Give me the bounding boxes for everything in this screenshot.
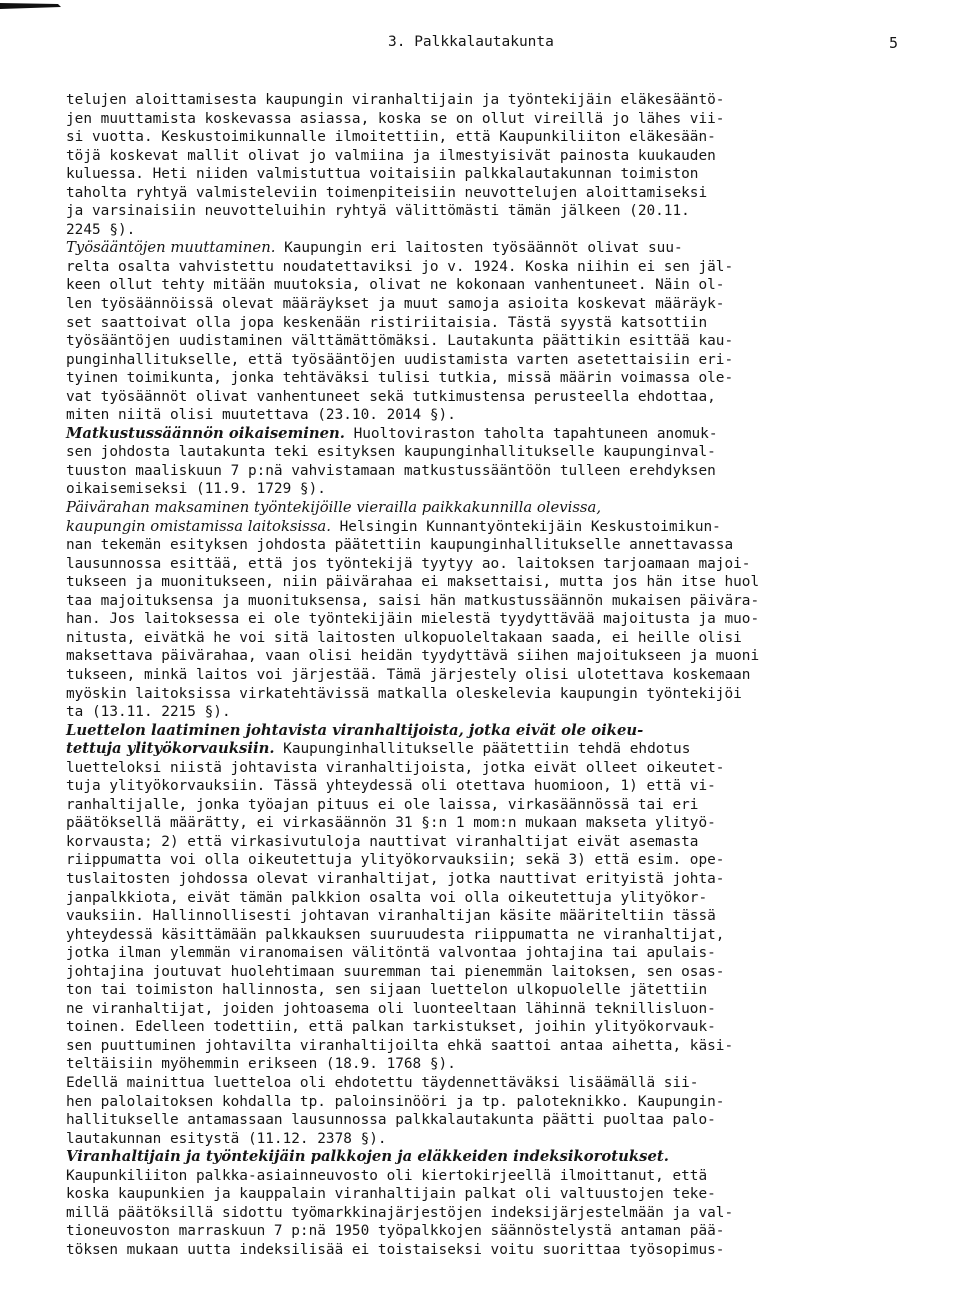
text-line: [66, 462, 950, 481]
text-line: [66, 499, 950, 518]
text-line: [66, 740, 950, 759]
text-line: [66, 425, 950, 444]
text-line: [66, 1074, 950, 1093]
section-heading: Matkustussäännön oikaiseminen.: [66, 424, 345, 442]
text-line: [66, 1167, 950, 1186]
text-run: ranhaltijalle, jonka työajan pituus ei ole laissa, virkasäännössä tai eri: [66, 796, 699, 813]
text-run: relta osalta vahvistettu noudatettaviksi jo v. 1924. Koska niihin ei sen jäl-: [66, 258, 734, 275]
text-run: sen puuttuminen johtavilta viranhaltijoilta ehkä saattoi antaa aihetta, käsi-: [66, 1037, 734, 1054]
text-line: [66, 128, 950, 147]
text-run: hallitukselle antamassaan lausunnossa palkkalautakunta päätti puoltaa palo-: [66, 1112, 716, 1129]
text-line: [66, 1148, 950, 1167]
section-heading: kaupungin omistamissa laitoksissa.: [66, 517, 331, 535]
text-run: Edellä mainittua luetteloa oli ehdotettu täydennettäväksi lisäämällä sii-: [66, 1074, 699, 1091]
text-run: koska kaupunkien ja kauppalain viranhaltijain palkat oli valtuustojen teke-: [66, 1186, 716, 1203]
text-line: [66, 1204, 950, 1223]
text-run: Kaupunginhallitukselle päätettiin tehdä ehdotus: [274, 741, 691, 758]
text-run: nitusta, eivätkä he voi sitä laitosten ulkopuoleltakaan saada, ei heille olisi: [66, 629, 742, 646]
text-run: jen muuttamista koskevassa asiassa, koska se on ollut vireillä jo lähes vii-: [66, 110, 725, 127]
text-line: [66, 388, 950, 407]
text-line: [66, 295, 950, 314]
text-line: [66, 610, 950, 629]
page-number: 5: [888, 34, 898, 52]
text-line: [66, 1018, 950, 1037]
text-run: töksen mukaan uutta indeksilisää ei toistaiseksi voitu suorittaa työsopimus-: [66, 1241, 725, 1258]
text-run: luetteloksi niistä johtavista viranhaltijoista, jotka eivät olleet oikeutet-: [66, 759, 725, 776]
text-run: sen johdosta lautakunta teki esityksen kaupunginhallitukselle kaupunginval-: [66, 444, 716, 461]
page-header: [388, 34, 898, 56]
text-line: [66, 1037, 950, 1056]
text-line: [66, 944, 950, 963]
text-line: [66, 592, 950, 611]
section-heading: tettuja ylityökorvauksiin.: [66, 740, 275, 758]
text-line: [66, 518, 950, 537]
text-line: [66, 963, 950, 982]
text-line: [66, 165, 950, 184]
text-line: [66, 777, 950, 796]
text-run: toinen. Edelleen todettiin, että palkan tarkistukset, joihin ylityökorvauk-: [66, 1019, 716, 1036]
text-run: tioneuvoston marraskuun 7 p:nä 1950 työpalkkojen säännöstelystä antaman pää-: [66, 1223, 725, 1240]
text-run: janpalkkiota, eivät tämän palkkion osalta voi olla oikeutettuja ylityökor-: [66, 889, 708, 906]
text-run: vauksiin. Hallinnollisesti johtavan viranhaltijan käsite määriteltiin tässä: [66, 908, 716, 925]
text-run: oikaisemiseksi (11.9. 1729 §).: [66, 481, 326, 498]
text-run: tuuston maaliskuun 7 p:nä vahvistamaan matkustussääntöön tulleen erehdyksen: [66, 462, 716, 479]
text-run: Kaupunkiliiton palkka-asiainneuvosto oli kiertokirjeellä ilmoittanut, että: [66, 1167, 708, 1184]
text-run: ton tai toimiston hallinnosta, sen sijaan luettelon ulkopuolelle jätettiin: [66, 982, 708, 999]
text-line: [66, 147, 950, 166]
text-run: millä päätöksillä sidottu työmarkkinajärjestöjen indeksijärjestelmään ja val-: [66, 1204, 734, 1221]
text-run: korvausta; 2) että virkasivutuloja nauttivat viranhaltijat eivät asemasta: [66, 833, 699, 850]
text-line: [66, 258, 950, 277]
text-line: [66, 573, 950, 592]
text-run: lautakunnan esitystä (11.12. 2378 §).: [66, 1130, 387, 1147]
text-line: [66, 647, 950, 666]
text-run: ne viranhaltijat, joiden johtoasema oli luonteeltaan lähinnä teknillisluon-: [66, 1000, 716, 1017]
text-line: [66, 536, 950, 555]
text-line: [66, 332, 950, 351]
text-line: [66, 814, 950, 833]
text-run: keen ollut tehty mitään muutoksia, olivat ne kokonaan vanhentuneet. Näin ol-: [66, 277, 725, 294]
text-run: myöskin laitoksissa virkatehtävissä matkalla oleskelevia kaupungin työntekijöi: [66, 685, 742, 702]
text-line: [66, 276, 950, 295]
text-run: set saattoivat olla jopa keskenään ristiriitaisia. Tästä syystä katsottiin: [66, 314, 708, 331]
text-run: nan tekemän esityksen johdosta päätettiin kaupunginhallitukselle annettavassa: [66, 537, 734, 554]
text-run: päätöksellä määrätty, ei virkasäännön 31 §:n 1 mom:n mukaan makseta ylityö-: [66, 815, 716, 832]
text-run: maksettava päivärahaa, vaan olisi heidän tyydyttävä siihen majoitukseen ja muoni: [66, 648, 760, 665]
text-run: si vuotta. Keskustoimikunnalle ilmoitettiin, että Kaupunkiliiton eläkesään-: [66, 129, 716, 146]
text-line: [66, 926, 950, 945]
text-run: telujen aloittamisesta kaupungin viranhaltijain ja työntekijäin eläkesääntö-: [66, 92, 725, 108]
text-run: Helsingin Kunnantyöntekijäin Keskustoimikun-: [330, 518, 721, 535]
section-heading: Työsääntöjen muuttaminen.: [66, 239, 276, 257]
text-line: [66, 1093, 950, 1112]
text-run: teltäisiin myöhemmin erikseen (18.9. 1768 §).: [66, 1056, 456, 1073]
text-line: [66, 369, 950, 388]
text-line: [66, 759, 950, 778]
text-line: [66, 443, 950, 462]
text-run: len työsäännöissä olevat määräykset ja muut samoja asioita koskevat määräyk-: [66, 296, 725, 313]
text-line: [66, 629, 950, 648]
text-line: [66, 110, 950, 129]
text-run: tuja ylityökorvauksiin. Tässä yhteydessä oli otettava huomioon, 1) että vi-: [66, 778, 716, 795]
text-line: [66, 184, 950, 203]
text-run: punginhallitukselle, että työsääntöjen uudistamista varten asetettaisiin eri-: [66, 351, 734, 368]
text-line: [66, 666, 950, 685]
text-run: hen palolaitoksen kohdalla tp. paloinsinööri ja tp. paloteknikko. Kaupungin-: [66, 1093, 725, 1110]
text-run: jotka ilman ylemmän viranomaisen välitöntä valvontaa johtajina tai apulais-: [66, 945, 716, 962]
text-run: vat työsäännöt olivat vanhentuneet sekä tutkimustensa perusteella ehdottaa,: [66, 388, 716, 405]
text-line: [66, 91, 950, 110]
text-line: [66, 239, 950, 258]
text-line: [66, 406, 950, 425]
text-line: [66, 1241, 950, 1260]
text-line: [66, 870, 950, 889]
text-run: tukseen ja muonitukseen, niin päivärahaa ei maksettaisi, mutta jos hän itse huol: [66, 574, 760, 591]
text-line: [66, 722, 950, 741]
text-run: yhteydessä käsittämään palkkauksen suuruudesta riippumatta ne viranhaltijat,: [66, 926, 725, 943]
document-body: [66, 91, 950, 1259]
text-line: [66, 480, 950, 499]
text-line: [66, 981, 950, 1000]
scan-corner-mark: [0, 2, 62, 10]
text-line: [66, 1130, 950, 1149]
text-line: [66, 889, 950, 908]
section-heading: Päivärahan maksaminen työntekijöille vierailla paikkakunnilla olevissa,: [66, 499, 602, 517]
text-line: [66, 555, 950, 574]
text-line: [66, 202, 950, 221]
text-run: taholta ryhtyä valmisteleviin toimenpiteisiin neuvottelujen aloittamiseksi: [66, 184, 708, 201]
text-run: kuluessa. Heti niiden valmistuttua voitaisiin palkkalautakunnan toimiston: [66, 166, 699, 183]
text-run: töjä koskevat mallit olivat jo valmiina ja ilmestyisivät painosta kuukauden: [66, 147, 716, 164]
text-line: [66, 314, 950, 333]
text-line: [66, 351, 950, 370]
text-run: 2245 §).: [66, 221, 136, 238]
text-run: tyinen toimikunta, jonka tehtäväksi tulisi tutkia, missä määrin voimassa ole-: [66, 370, 734, 387]
text-line: [66, 833, 950, 852]
text-line: [66, 703, 950, 722]
text-run: johtajina joutuvat huolehtimaan suuremman tai pienemmän laitoksen, sen osas-: [66, 963, 725, 980]
text-line: [66, 1185, 950, 1204]
text-run: lausunnossa esittää, että jos työntekijä tyytyy ao. laitoksen tarjoamaan majoi-: [66, 555, 751, 572]
text-run: miten niitä olisi muutettava (23.10. 2014 §).: [66, 407, 456, 424]
text-run: tukseen, minkä laitos voi järjestää. Tämä järjestely olisi ulotettava koskemaan: [66, 666, 751, 683]
text-run: työsääntöjen uudistaminen välttämättömäksi. Lautakunta päättikin esittää kau-: [66, 333, 734, 350]
text-run: Kaupungin eri laitosten työsäännöt olivat suu-: [275, 240, 683, 257]
text-run: ta (13.11. 2215 §).: [66, 704, 231, 721]
section-heading: Luettelon laatiminen johtavista viranhaltijoista, jotka eivät ole oikeu-: [66, 721, 644, 739]
text-line: [66, 1222, 950, 1241]
text-run: taa majoituksensa ja muonituksensa, saisi hän matkustussäännön mukaisen päivära-: [66, 592, 760, 609]
text-line: [66, 796, 950, 815]
text-line: [66, 685, 950, 704]
section-heading: Viranhaltijain ja työntekijäin palkkojen ja eläkkeiden indeksikorotukset.: [66, 1148, 669, 1166]
text-line: [66, 907, 950, 926]
text-run: riippumatta voi olla oikeutettuja ylityökorvauksiin; sekä 3) että esim. ope-: [66, 852, 725, 869]
text-line: [66, 221, 950, 240]
text-run: tuslaitosten johdossa olevat viranhaltijat, jotka nauttivat erityistä johta-: [66, 870, 725, 887]
text-run: Huoltoviraston taholta tapahtuneen anomuk-: [344, 425, 718, 442]
text-run: han. Jos laitoksessa ei ole työntekijäin mielestä tyydyttävää majoitusta ja muo-: [66, 611, 760, 628]
text-line: [66, 1055, 950, 1074]
text-line: [66, 1000, 950, 1019]
chapter-title: 3. Palkkalautakunta: [388, 34, 554, 50]
text-run: ja varsinaisiin neuvotteluihin ryhtyä välittömästi tämän jälkeen (20.11.: [66, 203, 690, 220]
text-line: [66, 1111, 950, 1130]
text-line: [66, 851, 950, 870]
